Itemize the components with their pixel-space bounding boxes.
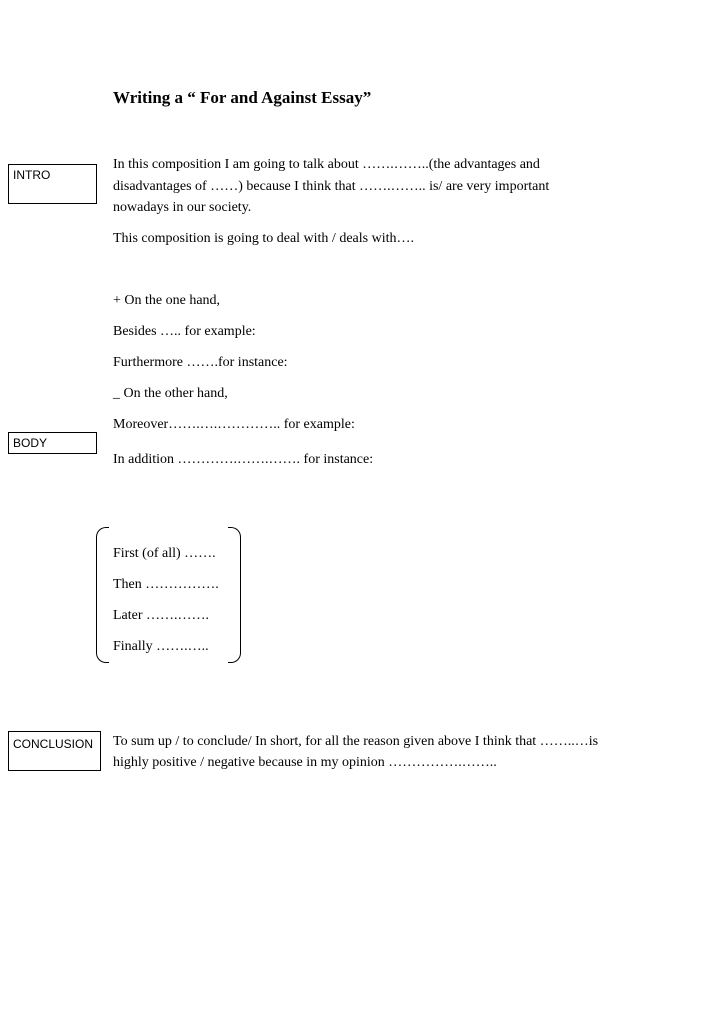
page-title: Writing a “ For and Against Essay” — [113, 88, 372, 107]
body-item-furthermore: Furthermore …….for instance: — [113, 355, 288, 370]
intro-line-1: In this composition I am going to talk about …….……..(the advantages and — [113, 157, 540, 172]
sequence-item-finally: Finally …….….. — [113, 639, 209, 654]
conclusion-label-box — [8, 731, 101, 771]
body-label-box — [8, 432, 97, 454]
sequence-bracket-right — [228, 527, 241, 663]
sequence-bracket-left — [96, 527, 109, 663]
body-item-on-the-one-hand: + On the one hand, — [113, 293, 221, 308]
sequence-item-first: First (of all) ……. — [113, 546, 216, 561]
intro-line-4: This composition is going to deal with / deals with…. — [113, 231, 414, 246]
body-label: BODY — [13, 436, 48, 450]
body-item-on-the-other-hand: _ On the other hand, — [113, 386, 228, 401]
conclusion-label: CONCLUSION — [13, 737, 94, 751]
conclusion-line-1: To sum up / to conclude/ In short, for all the reason given above I think that ……..…is — [113, 734, 599, 749]
body-item-moreover: Moreover…….….………….. for example: — [113, 417, 355, 432]
conclusion-line-2: highly positive / negative because in my opinion …………….…….. — [113, 755, 497, 770]
sequence-item-later: Later …….……. — [113, 608, 210, 623]
body-item-besides: Besides ….. for example: — [113, 324, 256, 339]
body-item-in-addition: In addition ………….…….……. for instance: — [113, 452, 374, 467]
intro-label: INTRO — [13, 168, 51, 182]
intro-line-3: nowadays in our society. — [113, 200, 252, 215]
sequence-item-then: Then ……………. — [113, 577, 219, 592]
intro-line-2: disadvantages of ……) because I think that …….…….. is/ are very important — [113, 179, 550, 194]
intro-label-box — [8, 164, 97, 204]
